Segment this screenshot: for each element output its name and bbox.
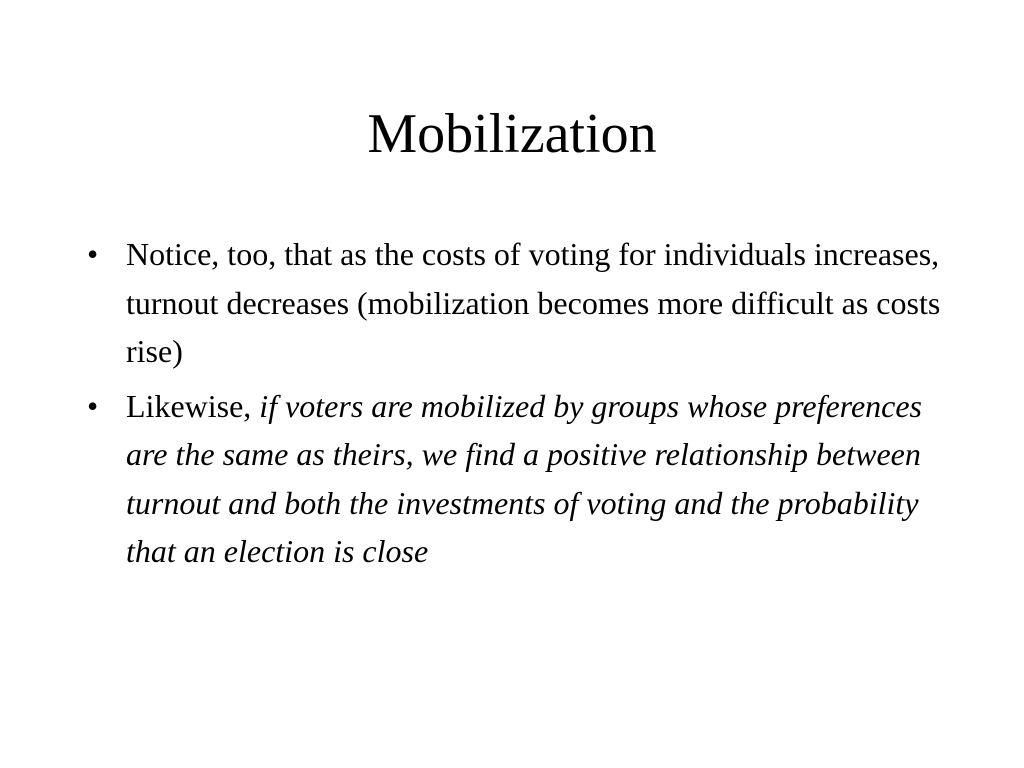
slide-title: Mobilization bbox=[367, 103, 657, 165]
bullet-dot-icon: • bbox=[87, 387, 99, 424]
bullet-text: Notice, too, that as the costs of voting for individuals increases, turnout decreases (mobilization becomes more difficult as costs rise) bbox=[126, 236, 941, 369]
bullet-list bbox=[0, 230, 1024, 582]
bullet-item bbox=[0, 382, 1024, 576]
bullet-lead-text: Likewise, bbox=[126, 387, 260, 424]
bullet-item bbox=[0, 230, 1024, 376]
bullet-emphasis-text: if voters are mobilized by groups whose preferences are the same as theirs, we find a positive relationship between turnout and both the investments of voting and the probability that an election is close bbox=[126, 387, 922, 569]
bullet-dot-icon: • bbox=[87, 236, 99, 272]
